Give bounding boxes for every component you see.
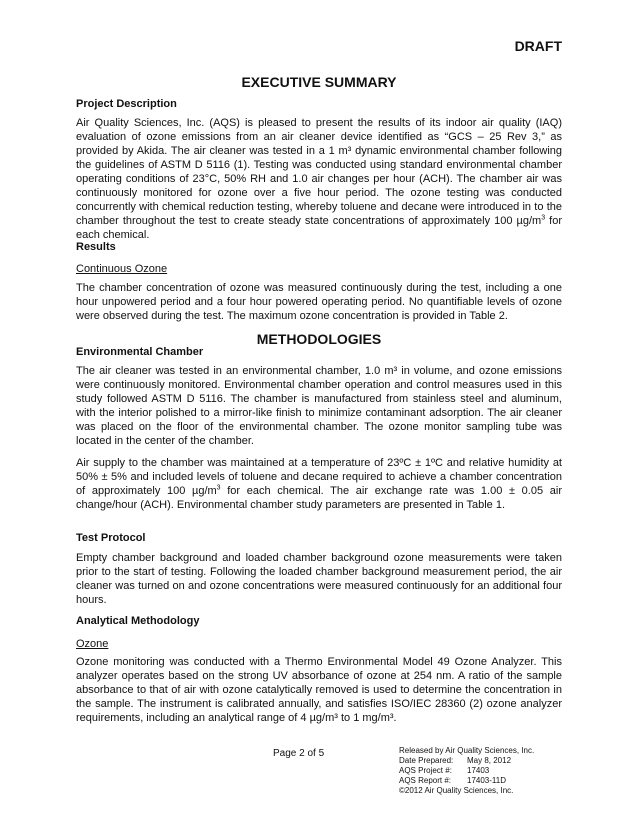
test-protocol-text: Empty chamber background and loaded chamber background ozone measurements were taken prior to the start of testing. Following the loaded chamber background measurement period, the air cleaner was turned on and ozone concentrations were measured continuously for an additional four hours.	[76, 552, 562, 606]
page-number: Page 2 of 5	[273, 748, 325, 759]
project-text-part-1: Air Quality Sciences, Inc. (AQS) is pleased to present the results of its indoor air quality (IAQ) evaluation of ozone emissions from an air cleaner device identified as “GCS – 25 Rev 3,” as provided by Akida. The air cleaner was tested in a 1 m³ dynamic environmental chamber following the guidelines of ASTM D 5116 (1). Testing was conducted using standard environmental chamber operating conditions of 23°C, 50% RH and 1.0 air changes per hour (ACH). The chamber air was continuously monitored for ozone over a five hour period. The ozone testing was conducted concurrently with chemical reduction testing, whereby toluene and decane were introduced in to the chamber throughout the test to create steady state concentrations of approximately 100 µg/m	[76, 117, 562, 227]
methodologies-title: METHODOLOGIES	[256, 331, 382, 347]
footer-project-value: 17403	[467, 766, 490, 775]
footer-date-value: May 8, 2012	[467, 756, 512, 765]
ozone-heading: Ozone	[76, 638, 109, 650]
environmental-chamber-text: The air cleaner was tested in an environmental chamber, 1.0 m³ in volume, and ozone emissions were continuously monitored. Environmental chamber operation and control measures used in this study followed ASTM D 5116. The chamber is manufactured from stainless steel and aluminum, with the interior polished to a mirror-like finish to minimize contaminant adsorption. The air cleaner was placed on the floor of the environmental chamber. The ozone monitor sampling tube was located in the center of the chamber.	[76, 365, 562, 447]
analytical-methodology-heading: Analytical Methodology	[76, 615, 200, 627]
footer-copyright: ©2012 Air Quality Sciences, Inc.	[399, 786, 514, 795]
footer-info	[399, 746, 534, 796]
project-text-superscript: 3	[541, 214, 546, 222]
results-text: The chamber concentration of ozone was measured continuously during the test, including a one hour unpowered period and a four hour powered operating period. No quantifiable levels of ozone were observed during the test. The maximum ozone concentration is provided in Table 2.	[76, 282, 562, 322]
footer-report-label: AQS Report #:	[399, 776, 452, 785]
air-text-superscript: 3	[216, 484, 221, 492]
ozone-text: Ozone monitoring was conducted with a Thermo Environmental Model 49 Ozone Analyzer. This analyzer operates based on the strong UV absorbance of ozone at 254 nm. A ratio of the sample absorbance to that of air with ozone catalytically removed is used to determine the concentration in the sample. The instrument is calibrated annually, and satisfies ISO/IEC 28360 (2) ozone analyzer requirements, including an analytical range of 4 µg/m³ to 1 mg/m³.	[76, 656, 562, 724]
air-supply-text	[76, 456, 562, 512]
air-text-part-1: Air supply to the chamber was maintained at a temperature of 23ºC ± 1ºC and relative humidity at 50% ± 5% and included levels of toluene and decane required to achieve a chamber concentration of approximately 100 µg/m	[76, 457, 562, 497]
footer-released: Released by Air Quality Sciences, Inc.	[399, 746, 535, 755]
draft-label: DRAFT	[514, 38, 562, 54]
project-description-text	[76, 116, 562, 242]
footer-report-value: 17403-11D	[467, 776, 506, 785]
results-heading: Results	[76, 241, 116, 253]
footer-date-label: Date Prepared:	[399, 756, 454, 765]
footer-project-label: AQS Project #:	[399, 766, 452, 775]
executive-summary-title: EXECUTIVE SUMMARY	[241, 74, 397, 90]
project-text-part-2: for each chemical.	[76, 215, 562, 241]
project-description-heading: Project Description	[76, 98, 177, 110]
environmental-chamber-heading: Environmental Chamber	[76, 346, 204, 358]
air-text-part-2: for each chemical. The air exchange rate was 1.00 ± 0.05 air change/hour (ACH). Environmental chamber study parameters are presented in Table 1.	[76, 485, 562, 511]
test-protocol-heading: Test Protocol	[76, 532, 146, 544]
continuous-ozone-heading: Continuous Ozone	[76, 263, 168, 275]
